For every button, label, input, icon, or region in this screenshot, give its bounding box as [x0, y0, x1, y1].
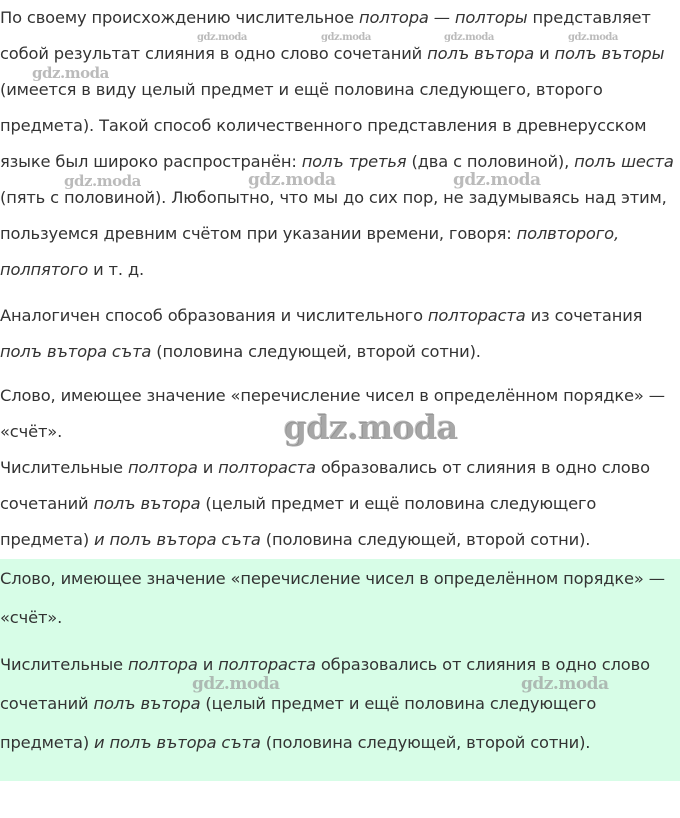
- watermark: gdz.moda: [321, 32, 371, 43]
- italic-term: полъ вътора: [93, 694, 201, 713]
- watermark: gdz.moda: [32, 64, 109, 82]
- italic-term: полтораста: [218, 655, 316, 674]
- text-run: По своему происхождению числительное: [0, 8, 360, 27]
- text-run: образовались от слияния в одно слово сочетаний: [0, 458, 650, 513]
- text-run: Аналогичен способ образования и числительного: [0, 306, 428, 325]
- italic-term: полтора: [127, 655, 198, 674]
- italic-term: полъ шеста: [574, 152, 674, 171]
- watermark: gdz.moda: [444, 32, 494, 43]
- text-run: представляет собой результат слияния в одно слово сочетаний: [0, 8, 651, 63]
- text-run: (пять с половиной). Любопытно, что мы до сих пор, не задумываясь над этим, пользуемся древним счётом при указании времени, говоря:: [0, 188, 667, 243]
- text-run: (половина следующей, второй сотни).: [260, 530, 591, 549]
- watermark: gdz.moda: [568, 32, 618, 43]
- answer-block: [0, 559, 680, 781]
- italic-term: полъ въторы: [554, 44, 665, 63]
- text-run: Числительные: [0, 655, 128, 674]
- italic-term: полтораста: [427, 306, 526, 325]
- watermark: gdz.moda: [284, 408, 458, 447]
- italic-term: полтора: [127, 458, 198, 477]
- question-paragraph-schet: Слово, имеющее значение «перечисление чисел в определённом порядке» — «счёт».: [0, 386, 665, 441]
- answer-paragraph-conclusion: [0, 645, 680, 762]
- italic-term: и полъ вътора съта: [94, 530, 261, 549]
- text-run: из сочетания: [525, 306, 643, 325]
- watermark: gdz.moda: [64, 172, 141, 190]
- watermark: gdz.moda: [521, 674, 609, 694]
- text-run: (половина следующей, второй сотни).: [151, 342, 481, 361]
- italic-term: полъ третья: [301, 152, 407, 171]
- question-paragraph-origin: [0, 0, 680, 288]
- text-run: (имеется в виду целый предмет и ещё половина следующего, второго предмета). Такой способ количественного представления в древнерусском языке был широко распространён:: [0, 80, 647, 171]
- text-run: и: [197, 655, 219, 674]
- watermark: gdz.moda: [453, 170, 541, 190]
- watermark: gdz.moda: [197, 32, 247, 43]
- answer-paragraph-schet: Слово, имеющее значение «перечисление чисел в определённом порядке» — «счёт».: [0, 569, 665, 627]
- text-run: и: [197, 458, 219, 477]
- text-run: (два с половиной),: [406, 152, 575, 171]
- question-paragraph-poltorasta: [0, 298, 680, 370]
- text-run: и т. д.: [88, 260, 145, 279]
- italic-term: полъ вътора съта: [0, 342, 152, 361]
- text-run: (половина следующей, второй сотни).: [260, 733, 591, 752]
- question-paragraph-conclusion: [0, 450, 680, 558]
- italic-term: полъ вътора: [93, 494, 201, 513]
- text-run: (целый предмет и ещё половина следующего предмета): [0, 494, 597, 549]
- text-run: (целый предмет и ещё половина следующего предмета): [0, 694, 597, 752]
- text-run: и: [534, 44, 555, 63]
- italic-term: полтораста: [218, 458, 316, 477]
- italic-term: и полъ вътора съта: [94, 733, 261, 752]
- watermark: gdz.moda: [192, 674, 280, 694]
- italic-term: полтора — полторы: [359, 8, 528, 27]
- watermark: gdz.moda: [248, 170, 336, 190]
- text-run: образовались от слияния в одно слово сочетаний: [0, 655, 650, 713]
- italic-term: полвторого, полпятого: [0, 224, 619, 279]
- italic-term: полъ вътора: [427, 44, 535, 63]
- text-run: Числительные: [0, 458, 128, 477]
